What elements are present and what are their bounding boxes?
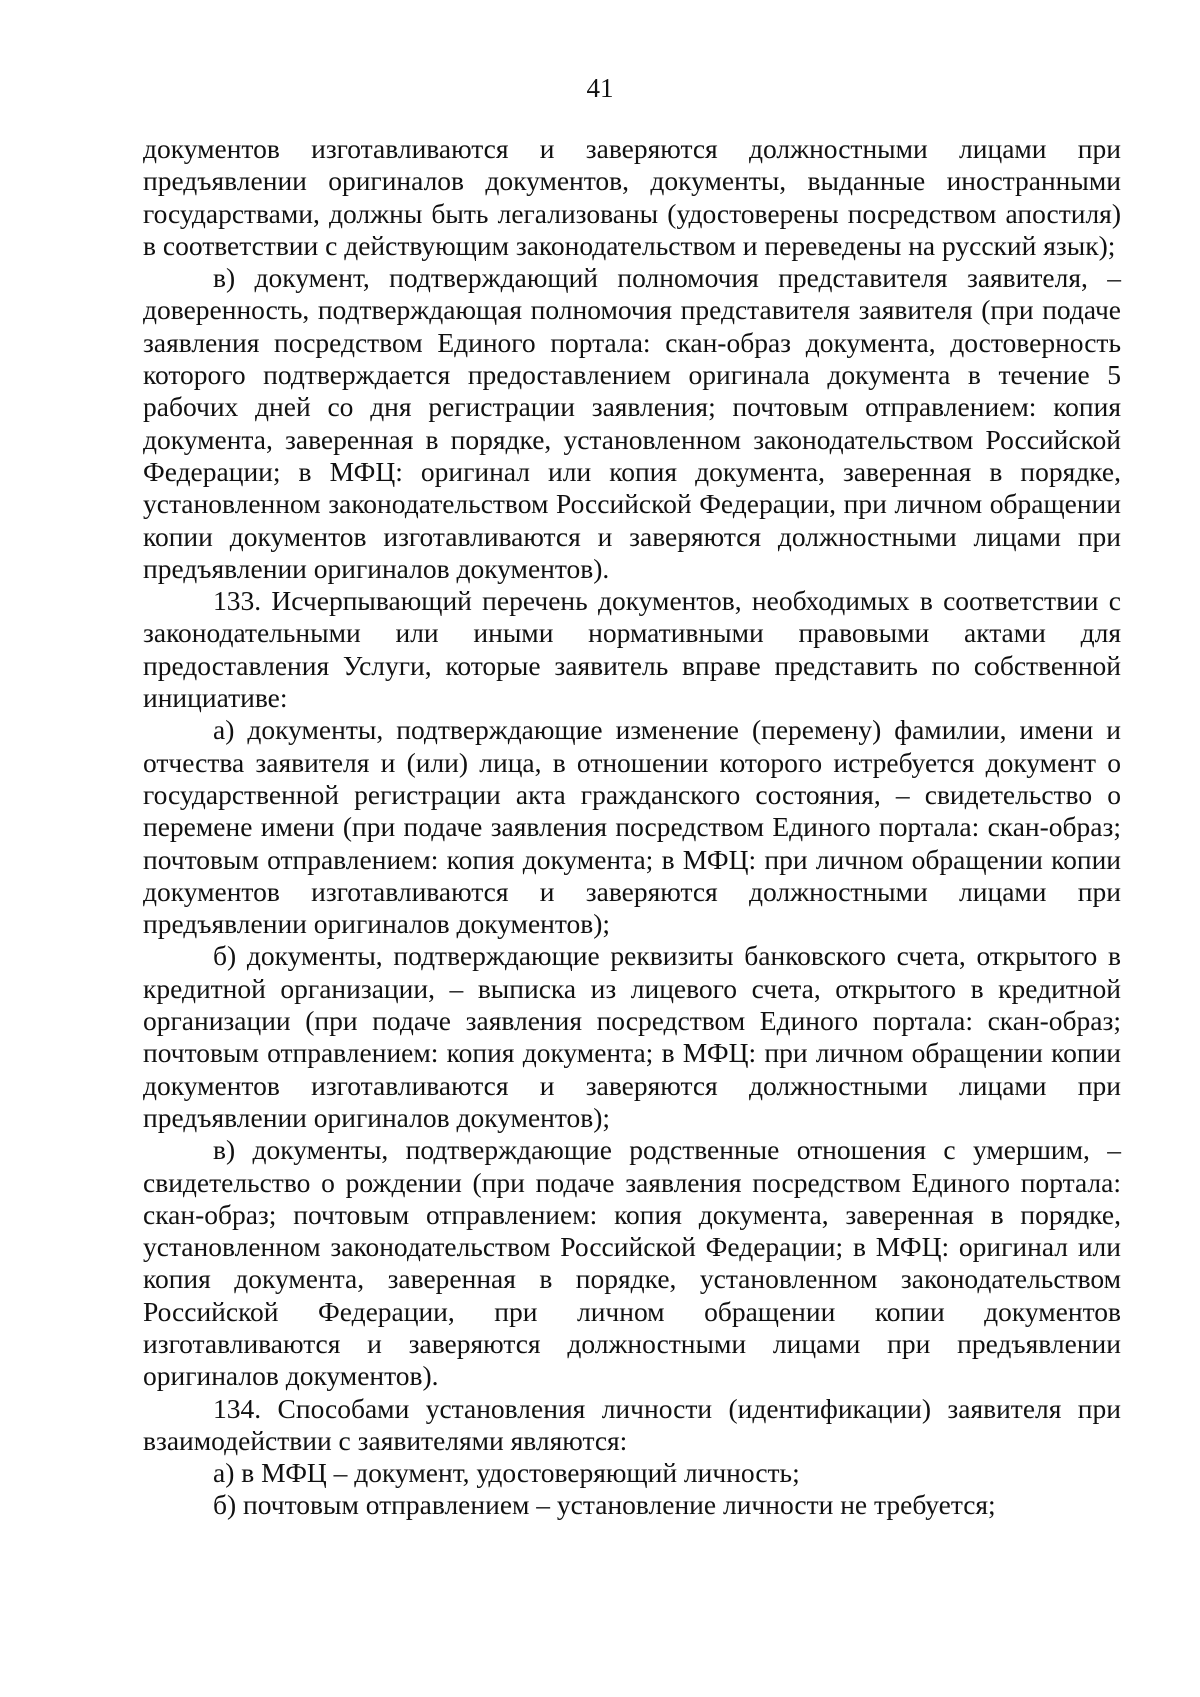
paragraph-identification-post: б) почтовым отправлением – установление личности не требуется; [213, 1489, 996, 1521]
paragraph-kinship-documents: в) документы, подтверждающие родственные отношения с умершим, – свидетельство о рождении (при подаче заявления посредством Единого портала: скан-образ; почтовым отправлением: копия документа, заверенная в порядке, установленном законодательством Российской Федерации; в МФЦ: оригинал или копия документа, заверенная в порядке, установленном законодательством Российской Федерации, при личном обращении копии документов изготавливаются и заверяются должностными лицами при предъявлении оригиналов документов). [143, 1134, 1121, 1392]
paragraph-power-of-attorney: в) документ, подтверждающий полномочия представителя заявителя, – доверенность, подтверждающая полномочия представителя заявителя (при подаче заявления посредством Единого портала: скан-образ документа, достоверность которого подтверждается предоставлением оригинала документа в течение 5 рабочих дней со дня регистрации заявления; почтовым отправлением: копия документа, заверенная в порядке, установленном законодательством Российской Федерации; в МФЦ: оригинал или копия документа, заверенная в порядке, установленном законодательством Российской Федерации, при личном обращении копии документов изготавливаются и заверяются должностными лицами при предъявлении оригиналов документов). [143, 262, 1121, 584]
page-number: 41 [586, 73, 614, 103]
paragraph-bank-account-documents: б) документы, подтверждающие реквизиты банковского счета, открытого в кредитной организации, – выписка из лицевого счета, открытого в кредитной организации (при подаче заявления посредством Единого портала: скан-образ; почтовым отправлением: копия документа; в МФЦ: при личном обращении копии документов изготавливаются и заверяются должностными лицами при предъявлении оригиналов документов); [143, 940, 1121, 1133]
document-body [143, 133, 1121, 1522]
paragraph-identification-mfc: а) в МФЦ – документ, удостоверяющий личность; [213, 1457, 800, 1489]
paragraph-item-134: 134. Способами установления личности (идентификации) заявителя при взаимодействии с заявителями являются: [143, 1392, 1121, 1456]
paragraph-name-change-documents: а) документы, подтверждающие изменение (перемену) фамилии, имени и отчества заявителя и (или) лица, в отношении которого истребуется документ о государственной регистрации акта гражданского состояния, – свидетельство о перемене имени (при подаче заявления посредством Единого портала: скан-образ; почтовым отправлением: копия документа; в МФЦ: при личном обращении копии документов изготавливаются и заверяются должностными лицами при предъявлении оригиналов документов); [143, 714, 1121, 940]
paragraph-item-133: 133. Исчерпывающий перечень документов, необходимых в соответствии с законодательными или иными нормативными правовыми актами для предоставления Услуги, которые заявитель вправе представить по собственной инициативе: [143, 585, 1121, 714]
paragraph-continuation: документов изготавливаются и заверяются должностными лицами при предъявлении оригиналов документов, документы, выданные иностранными государствами, должны быть легализованы (удостоверены посредством апостиля) в соответствии с действующим законодательством и переведены на русский язык); [143, 133, 1121, 261]
